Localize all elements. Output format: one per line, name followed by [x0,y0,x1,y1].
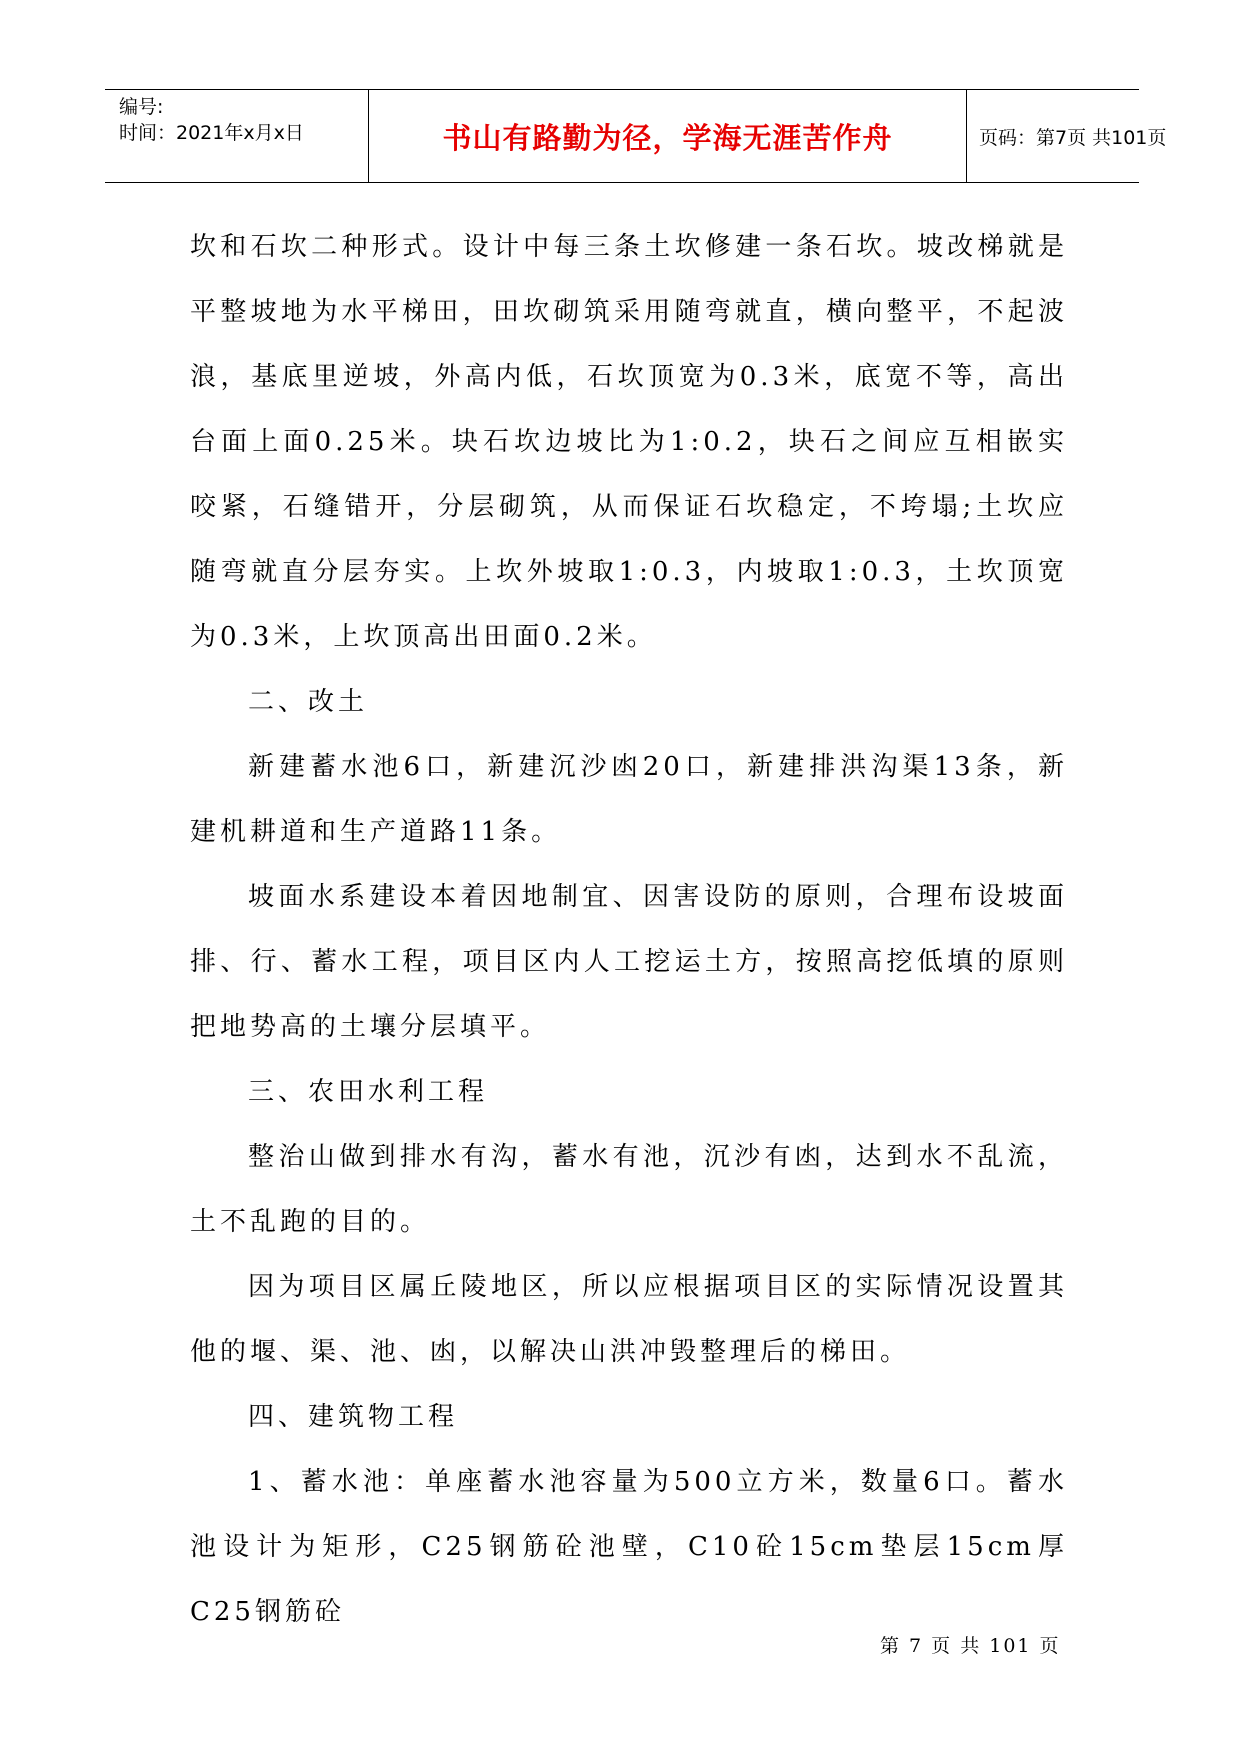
header-page-code: 页码：第7页 共101页 [979,126,1167,149]
header-meta [105,90,369,182]
header-motto: 书山有路勤为径，学海无涯苦作舟 [369,90,967,182]
section-heading: 三、农田水利工程 [248,1077,489,1107]
section-heading: 四、建筑物工程 [248,1402,459,1432]
paragraph: 新建蓄水池6口，新建沉沙凼20口，新建排洪沟渠13条，新建机耕道和生产道路11条。 [190,752,1068,847]
paragraph: 坡面水系建设本着因地制宜、因害设防的原则，合理布设坡面排、行、蓄水工程，项目区内人工挖运土方，按照高挖低填的原则把地势高的土壤分层填平。 [190,882,1068,1042]
paragraph: 坎和石坎二种形式。设计中每三条土坎修建一条石坎。坡改梯就是平整坡地为水平梯田，田坎砌筑采用随弯就直，横向整平，不起波浪，基底里逆坡，外高内低，石坎顶宽为0.3米，底宽不等，高出台面上面0.25米。块石坎边坡比为1:0.2，块石之间应互相嵌实咬紧，石缝错开，分层砌筑，从而保证石坎稳定，不垮塌;土坎应随弯就直分层夯实。上坎外坡取1:0.3，内坡取1:0.3，土坎顶宽为0.3米，上坎顶高出田面0.2米。 [190,232,1068,652]
paragraph: 整治山做到排水有沟，蓄水有池，沉沙有凼，达到水不乱流，土不乱跑的目的。 [190,1142,1068,1237]
page-header [105,89,1167,183]
paragraph: 1、蓄水池：单座蓄水池容量为500立方米，数量6口。蓄水池设计为矩形，C25钢筋砼池壁，C10砼15cm垫层15cm厚C25钢筋砼 [190,1467,1068,1627]
paragraph: 因为项目区属丘陵地区，所以应根据项目区的实际情况设置其他的堰、渠、池、凼，以解决山洪冲毁整理后的梯田。 [190,1272,1068,1367]
document-time: 时间：2021年x月x日 [119,122,304,144]
section-heading: 二、改土 [248,687,369,717]
document-body [190,215,1068,1645]
document-number-label: 编号: [119,96,164,118]
page-footer: 第 7 页 共 101 页 [880,1635,1061,1657]
